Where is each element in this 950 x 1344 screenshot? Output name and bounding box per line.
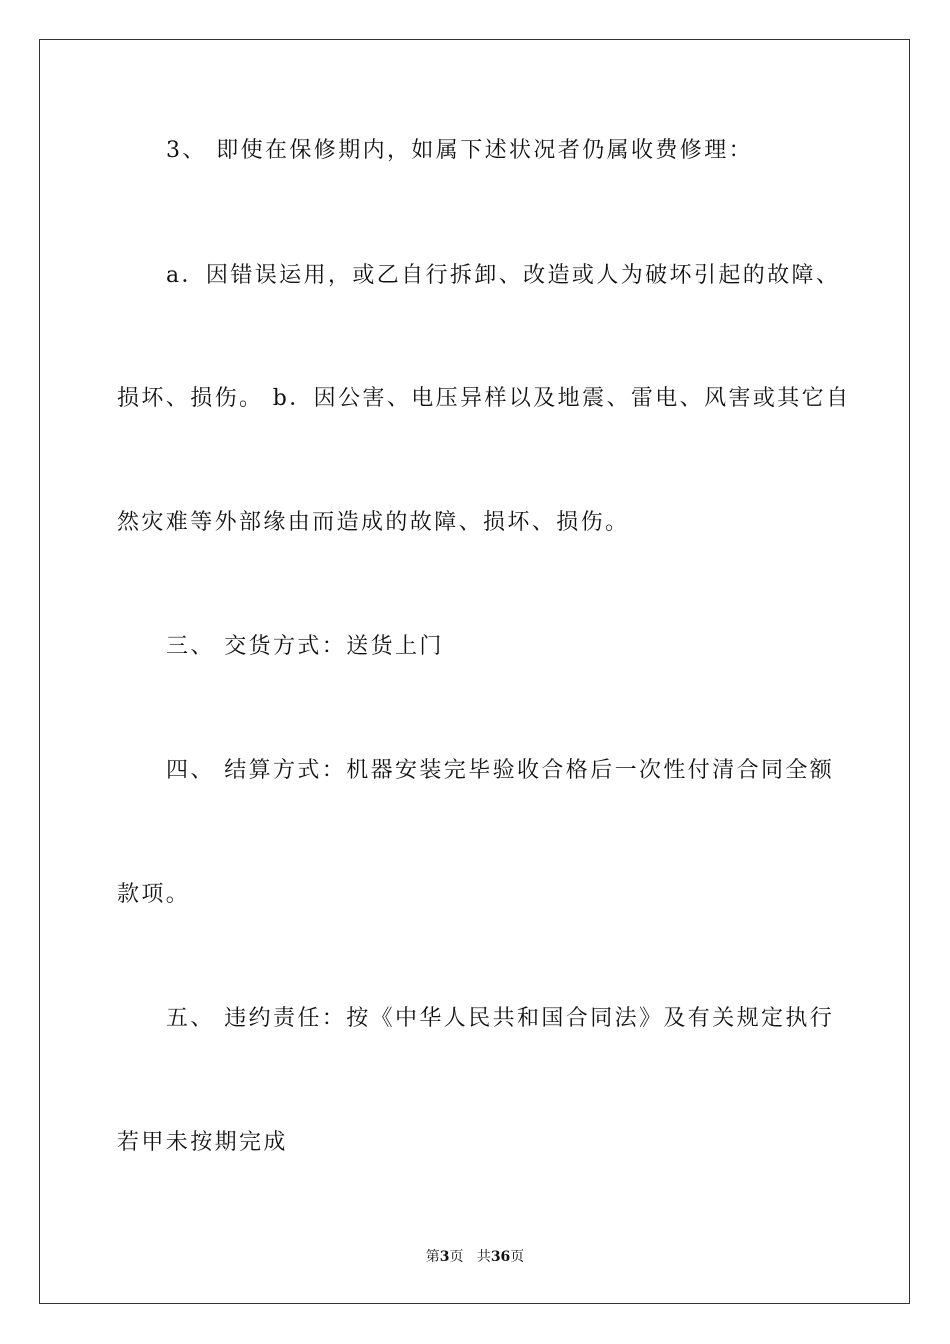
paragraph-line-2: a．因错误运用，或乙自行拆卸、改造或人为破坏引起的故障、 (166, 263, 841, 288)
section-four-line: 四、 结算方式：机器安装完毕验收合格后一次性付清合同全额 (166, 758, 835, 783)
footer-total-pages: 36 (490, 1249, 511, 1265)
footer-total-prefix: 共 (476, 1249, 491, 1265)
footer-page-prefix: 第 (425, 1249, 440, 1265)
section-three-line: 三、 交货方式：送货上门 (166, 634, 444, 659)
paragraph-line-3: 损坏、损伤。 b．因公害、电压异样以及地震、雷电、风害或其它自 (117, 386, 851, 411)
paragraph-line-4: 然灾难等外部缘由而造成的故障、损坏、损伤。 (117, 510, 630, 535)
section-five-continuation: 若甲未按期完成 (117, 1130, 288, 1155)
footer-page-number: 3 (439, 1249, 450, 1265)
section-four-continuation: 款项。 (117, 882, 191, 907)
section-five-line: 五、 违约责任：按《中华人民共和国合同法》及有关规定执行 (166, 1006, 835, 1031)
page-footer (0, 1247, 950, 1267)
footer-page-suffix: 页 (449, 1249, 464, 1265)
paragraph-line-1: 3、 即使在保修期内，如属下述状况者仍属收费修理： (166, 138, 753, 163)
page-border (39, 39, 910, 1304)
footer-total-suffix: 页 (510, 1249, 525, 1265)
